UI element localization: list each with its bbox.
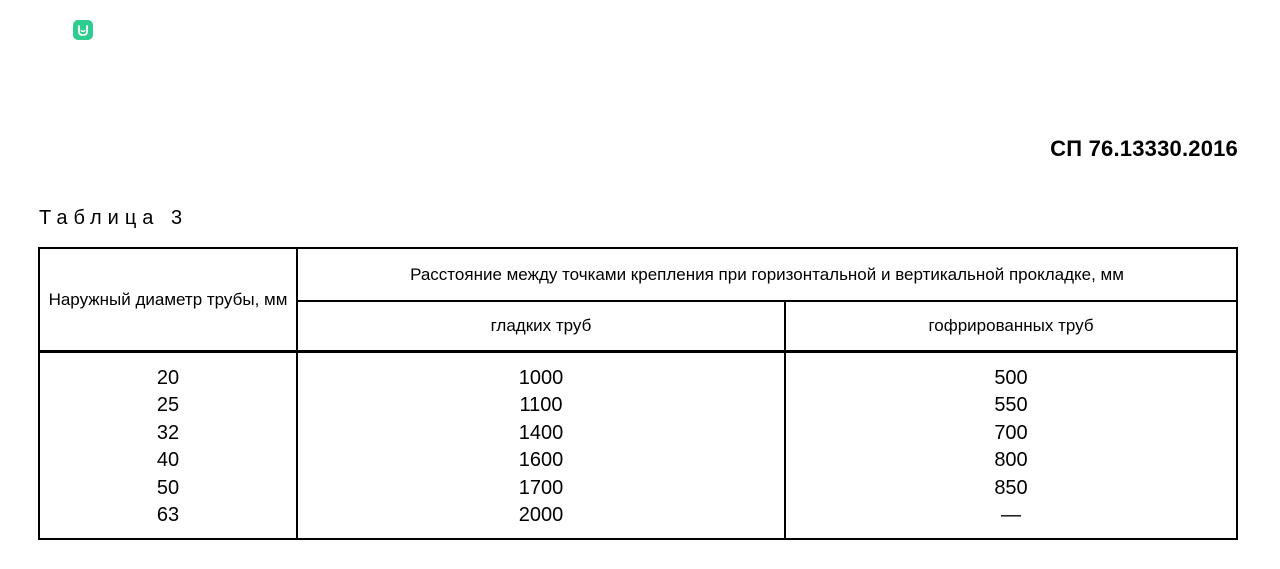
header-outer-diameter: Наружный диаметр трубы, мм	[39, 248, 297, 351]
app-logo-icon[interactable]	[73, 20, 93, 40]
corrugated-column	[785, 351, 1237, 539]
smooth-distance-cell: 2000	[518, 504, 564, 526]
diameter-cell: 32	[156, 421, 180, 444]
header-fastening-distance: Расстояние между точками крепления при горизонтальной и вертикальной прокладке, мм	[297, 248, 1237, 301]
diameter-cell: 20	[156, 366, 180, 389]
document-code: СП 76.13330.2016	[1050, 136, 1238, 161]
diameter-column	[39, 351, 297, 539]
smooth-distance-cell: 1100	[519, 394, 563, 416]
header-smooth-pipes: гладких труб	[297, 301, 785, 351]
logo-glyph-icon	[76, 23, 90, 37]
corrugated-distance-cell: 850	[994, 476, 1028, 499]
header-corrugated-pipes: гофрированных труб	[785, 301, 1237, 351]
corrugated-distance-cell: 800	[994, 449, 1028, 471]
corrugated-distance-cell: 700	[994, 421, 1028, 444]
smooth-distance-cell: 1600	[518, 449, 564, 471]
table-caption: Таблица 3	[39, 207, 189, 229]
diameter-cell: 25	[156, 394, 180, 416]
smooth-distance-cell: 1700	[518, 476, 564, 499]
corrugated-distance-cell: —	[1001, 504, 1021, 526]
smooth-column	[297, 351, 785, 539]
diameter-cell: 63	[156, 504, 180, 526]
corrugated-distance-cell: 500	[994, 366, 1028, 389]
smooth-distance-cell: 1400	[518, 421, 564, 444]
diameter-cell: 50	[156, 476, 180, 499]
corrugated-distance-cell: 550	[994, 394, 1028, 416]
spacing-table	[38, 247, 1238, 540]
diameter-cell: 40	[156, 449, 180, 471]
smooth-distance-cell: 1000	[518, 366, 564, 389]
